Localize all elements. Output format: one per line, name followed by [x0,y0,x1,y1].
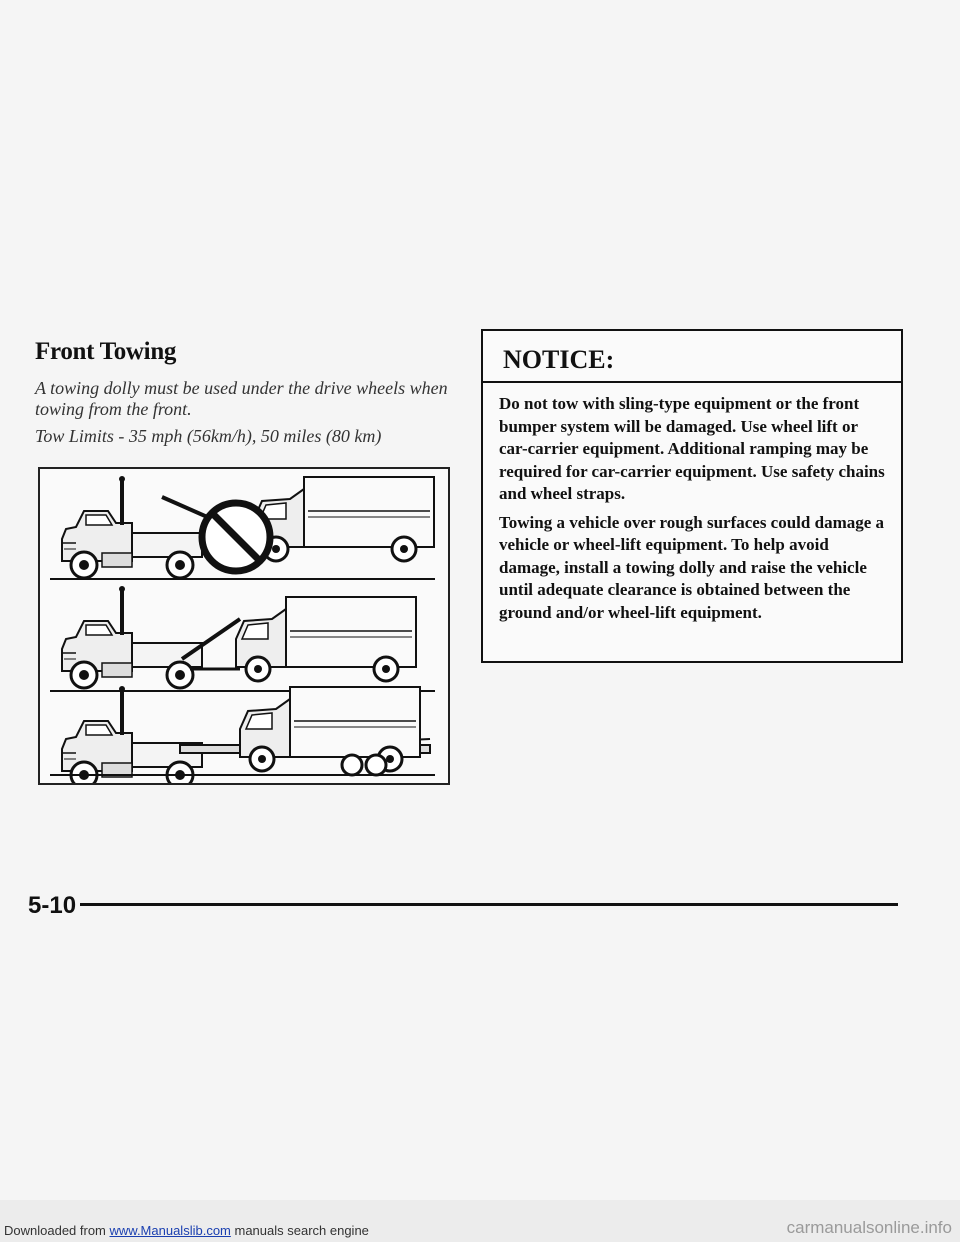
car-carrier-panel [50,686,435,783]
notice-paragraph-1: Do not tow with sling-type equipment or the front bumper system will be damaged. Use wheel lift or car-carrier equipment. Additional ramping may be required for car-carrier equipment. Use safety chains and wheel straps. [499,394,885,503]
wheel-lift-panel [50,586,435,691]
watermark-site: carmanualsonline.info [786,1218,952,1237]
page-number: 5-10 [28,892,77,919]
intro-text: A towing dolly must be used under the drive wheels when towing from the front. [35,378,448,419]
section-heading: Front Towing [35,338,177,365]
tow-limits-text: Tow Limits - 35 mph (56km/h), 50 miles (80 km) [35,426,382,446]
notice-box [481,329,903,663]
footer-rule [80,903,898,906]
prohibited-icon [202,503,270,571]
watermark-suffix: manuals search engine [230,1223,369,1238]
watermark-download [4,1223,369,1238]
towing-illustration-svg [40,469,448,783]
watermark-prefix: Downloaded from [4,1223,110,1238]
towing-illustration [38,467,450,785]
notice-paragraph-2: Towing a vehicle over rough surfaces could damage a vehicle or wheel-lift equipment. To help avoid damage, install a towing dolly and raise the vehicle until adequate clearance is obtained between the ground and/or wheel-lift equipment. [499,512,885,622]
manualslib-link[interactable]: www.Manualslib.com [109,1223,231,1238]
notice-heading: NOTICE: [483,331,901,383]
notice-body [483,383,901,624]
